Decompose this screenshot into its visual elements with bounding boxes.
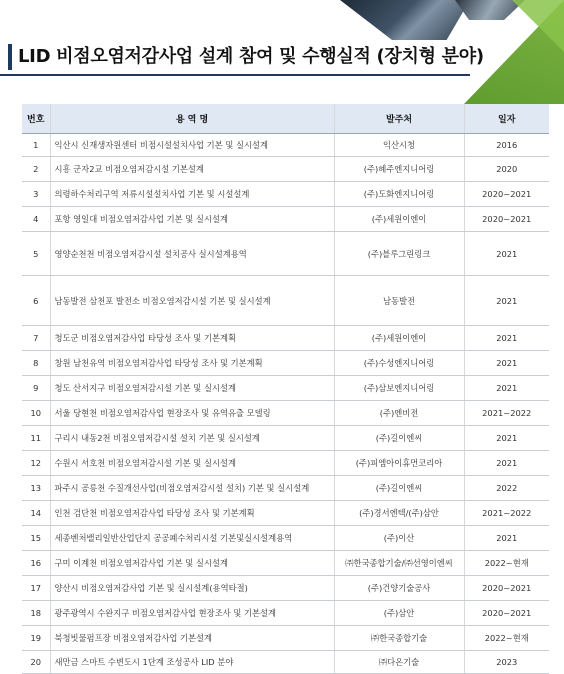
row-number: 18 bbox=[22, 601, 50, 626]
row-number: 5 bbox=[22, 232, 50, 276]
row-number: 13 bbox=[22, 476, 50, 501]
row-project: 파주시 공릉천 수질개선사업(비점오염저감시설 설치) 기본 및 실시설계 bbox=[50, 476, 334, 501]
table-row bbox=[22, 182, 549, 207]
row-number: 17 bbox=[22, 576, 50, 601]
row-date: 2021~2022 bbox=[464, 501, 549, 526]
row-project: 광주광역시 수완지구 비점오염저감사업 현장조사 및 기본설계 bbox=[50, 601, 334, 626]
row-date: 2022~현재 bbox=[464, 551, 549, 576]
row-number: 19 bbox=[22, 626, 50, 651]
title-accent-bar bbox=[8, 44, 12, 70]
row-project: 의령하수처리구역 저류시설설치사업 기본 및 시설설계 bbox=[50, 182, 334, 207]
row-date: 2021 bbox=[464, 326, 549, 351]
row-number: 9 bbox=[22, 376, 50, 401]
row-client: (주)길이엔씨 bbox=[334, 426, 464, 451]
table-row bbox=[22, 576, 549, 601]
table-row bbox=[22, 626, 549, 651]
row-number: 12 bbox=[22, 451, 50, 476]
table-row bbox=[22, 276, 549, 326]
row-project: 영양순천천 비점오염저감시설 설치공사 실시설계용역 bbox=[50, 232, 334, 276]
row-number: 1 bbox=[22, 134, 50, 157]
row-client: ㈜한국종합기술/㈜선영이엔씨 bbox=[334, 551, 464, 576]
row-project: 양산시 비점오염저감사업 기본 및 실시설계(용역타절) bbox=[50, 576, 334, 601]
table-row bbox=[22, 326, 549, 351]
row-date: 2021 bbox=[464, 351, 549, 376]
header-no: 번호 bbox=[22, 104, 50, 134]
row-client: 남동발전 bbox=[334, 276, 464, 326]
row-date: 2020~2021 bbox=[464, 182, 549, 207]
row-project: 창원 남천유역 비점오염저감사업 타당성 조사 및 기본계획 bbox=[50, 351, 334, 376]
table-row bbox=[22, 351, 549, 376]
row-date: 2021 bbox=[464, 451, 549, 476]
row-number: 20 bbox=[22, 651, 50, 674]
row-project: 익산시 신재생자원센터 비점시설설치사업 기본 및 실시설계 bbox=[50, 134, 334, 157]
table-row bbox=[22, 451, 549, 476]
table-row bbox=[22, 157, 549, 182]
header-client: 발주처 bbox=[334, 104, 464, 134]
row-number: 8 bbox=[22, 351, 50, 376]
row-date: 2022 bbox=[464, 476, 549, 501]
row-client: ㈜다온기술 bbox=[334, 651, 464, 674]
row-client: (주)이산 bbox=[334, 526, 464, 551]
row-date: 2020~2021 bbox=[464, 601, 549, 626]
row-project: 세종벤처밸리일반산업단지 공공폐수처리시설 기본및실시설계용역 bbox=[50, 526, 334, 551]
row-client: 익산시청 bbox=[334, 134, 464, 157]
table-row bbox=[22, 232, 549, 276]
row-number: 14 bbox=[22, 501, 50, 526]
row-project: 인천 검단천 비점오염저감사업 타당성 조사 및 기본계획 bbox=[50, 501, 334, 526]
row-project: 새만금 스마트 수변도시 1단계 조성공사 LID 분야 bbox=[50, 651, 334, 674]
row-project: 시흥 군자2교 비점오염저감시설 기본설계 bbox=[50, 157, 334, 182]
row-number: 7 bbox=[22, 326, 50, 351]
row-date: 2020~2021 bbox=[464, 576, 549, 601]
table-header-row bbox=[22, 104, 549, 134]
table-row bbox=[22, 207, 549, 232]
row-project: 포항 영일대 비점오염저감사업 기본 및 실시설계 bbox=[50, 207, 334, 232]
table-row bbox=[22, 651, 549, 674]
row-client: (주)삼안 bbox=[334, 601, 464, 626]
row-date: 2021~2022 bbox=[464, 401, 549, 426]
row-date: 2021 bbox=[464, 426, 549, 451]
row-date: 2020~2021 bbox=[464, 207, 549, 232]
row-date: 2016 bbox=[464, 134, 549, 157]
table-row bbox=[22, 426, 549, 451]
header-project: 용 역 명 bbox=[50, 104, 334, 134]
row-client: (주)세원이엔이 bbox=[334, 326, 464, 351]
header-photo bbox=[340, 0, 470, 40]
row-number: 6 bbox=[22, 276, 50, 326]
table-body bbox=[22, 134, 549, 674]
row-number: 16 bbox=[22, 551, 50, 576]
row-number: 4 bbox=[22, 207, 50, 232]
table-row bbox=[22, 601, 549, 626]
row-client: (주)경서엔텍/(주)삼안 bbox=[334, 501, 464, 526]
row-project: 구미 이계천 비점오염저감사업 기본 및 실시설계 bbox=[50, 551, 334, 576]
row-date: 2022~현재 bbox=[464, 626, 549, 651]
title-underline bbox=[0, 74, 470, 76]
row-client: (주)블루그린링크 bbox=[334, 232, 464, 276]
row-project: 수원시 서호천 비점오염저감시설 기본 및 실시설계 bbox=[50, 451, 334, 476]
header-photo-secondary bbox=[455, 0, 525, 20]
row-number: 2 bbox=[22, 157, 50, 182]
table-row bbox=[22, 401, 549, 426]
row-project: 북청빗물펌프장 비점오염저감사업 기본설계 bbox=[50, 626, 334, 651]
page-title: LID 비점오염저감사업 설계 참여 및 수행실적 (장치형 분야) bbox=[18, 46, 484, 67]
row-project: 서울 당현천 비점오염저감사업 현장조사 및 유역유출 모델링 bbox=[50, 401, 334, 426]
row-date: 2023 bbox=[464, 651, 549, 674]
row-client: (주)건양기술공사 bbox=[334, 576, 464, 601]
table-row bbox=[22, 526, 549, 551]
row-number: 3 bbox=[22, 182, 50, 207]
row-client: (주)수성엔지니어링 bbox=[334, 351, 464, 376]
table-row bbox=[22, 134, 549, 157]
row-project: 구리시 내동2천 비점오염저감시설 설치 기본 및 실시설계 bbox=[50, 426, 334, 451]
table-row bbox=[22, 501, 549, 526]
row-date: 2021 bbox=[464, 232, 549, 276]
row-number: 15 bbox=[22, 526, 50, 551]
row-client: (주)혜주엔지니어링 bbox=[334, 157, 464, 182]
header-date: 일자 bbox=[464, 104, 549, 134]
row-number: 11 bbox=[22, 426, 50, 451]
row-client: ㈜한국종합기술 bbox=[334, 626, 464, 651]
row-client: (주)엔비전 bbox=[334, 401, 464, 426]
table-row bbox=[22, 376, 549, 401]
row-client: (주)길이엔씨 bbox=[334, 476, 464, 501]
row-date: 2021 bbox=[464, 376, 549, 401]
row-project: 남동발전 삼천포 발전소 비점오염저감시설 기본 및 실시설계 bbox=[50, 276, 334, 326]
row-date: 2021 bbox=[464, 276, 549, 326]
row-project: 청도 산서지구 비점오염저감시설 기본 및 실시설계 bbox=[50, 376, 334, 401]
performance-table bbox=[22, 104, 549, 674]
table-row bbox=[22, 551, 549, 576]
row-date: 2020 bbox=[464, 157, 549, 182]
row-date: 2021 bbox=[464, 526, 549, 551]
row-client: (주)세원이엔이 bbox=[334, 207, 464, 232]
row-project: 청도군 비점오염저감사업 타당성 조사 및 기본계획 bbox=[50, 326, 334, 351]
row-client: (주)도화엔지니어링 bbox=[334, 182, 464, 207]
table-row bbox=[22, 476, 549, 501]
row-number: 10 bbox=[22, 401, 50, 426]
row-client: (주)삼보엔지니어링 bbox=[334, 376, 464, 401]
row-client: (주)피엠아이휴먼코리아 bbox=[334, 451, 464, 476]
